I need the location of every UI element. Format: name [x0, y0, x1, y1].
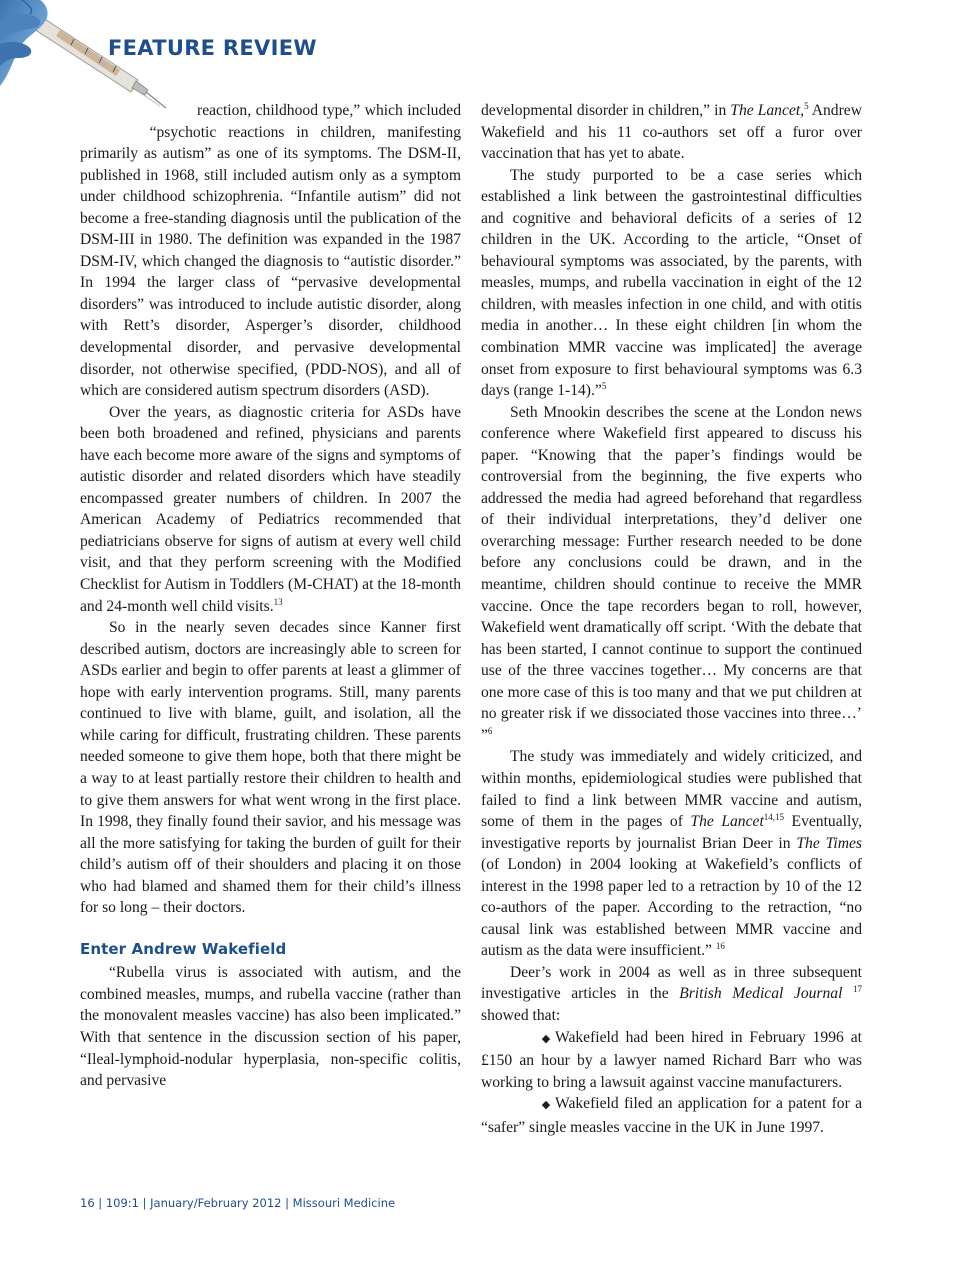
- reference-number: 6: [487, 725, 493, 736]
- paragraph-text: (of London) in 2004 looking at Wakefield’s conflicts of interest in the 1998 paper led to a retraction by 10 of the 12 co-authors of the paper. According to the retraction, “no causal link was established between MMR vaccine and autism as the data were insufficient.”: [481, 856, 862, 960]
- paragraph-text: “Rubella virus is associated with autism, and the combined measles, mumps, and rubella vaccine (rather than the monovalent measles vaccine) has also been implicated.” With that sentence in the discussion section of his paper, “Ileal-lymphoid-nodular hyperplasia, non-specific colitis, and pervasive: [80, 964, 461, 1090]
- reference-number: 13: [273, 596, 283, 607]
- paragraph-text: The study purported to be a case series which established a link between the gastrointestinal difficulties and cognitive and behavioral deficits of a series of 12 children in the UK. According to the article, “Onset of behavioural symptoms was associated, by the parents, with measles, mumps, and rubella vaccination in eight of the 12 children, with measles infection in one child, and with otitis media in another… In these eight children [in whom the combination MMR vaccine was implicated] the average onset from exposure to first behavioural symptoms was 6.3 days (range 1-14).”: [481, 166, 862, 400]
- reference-number: 17: [853, 984, 862, 995]
- right-column: [481, 100, 862, 1138]
- paragraph: [481, 165, 862, 402]
- journal-title: The Lancet,: [730, 102, 805, 119]
- gloved-hand-icon: [0, 0, 48, 86]
- paragraph: [80, 962, 461, 1091]
- paragraph: [481, 962, 862, 1027]
- bullet-text: Wakefield filed an application for a patent for a “safer” single measles vaccine in the UK in June 1997.: [481, 1095, 862, 1136]
- paragraph: [80, 402, 461, 617]
- bullet-diamond-icon: ◆: [541, 1099, 551, 1112]
- newspaper-title: The Times: [796, 834, 862, 852]
- paragraph-continued: [481, 100, 862, 165]
- journal-title: The Lancet: [690, 813, 764, 831]
- journal-title: British Medical Journal: [679, 985, 843, 1003]
- reference-number: 5: [804, 101, 809, 111]
- paragraph-text: developmental disorder in children,” in: [481, 102, 731, 119]
- bullet-item: [481, 1093, 862, 1138]
- bullet-text: Wakefield had been hired in February 1996 at £150 an hour by a lawyer named Richard Barr who was working to bring a lawsuit against vaccine manufacturers.: [481, 1028, 862, 1091]
- paragraph-text: Andrew Wakefield and his 11 co-authors set off a furor over vaccination that has yet to abate.: [481, 102, 862, 163]
- bullet-item: [481, 1027, 862, 1094]
- paragraph-text: reaction, childhood type,” which included “psychotic reactions in children, manifesting primarily as autism” as one of its symptoms. The DSM-II, published in 1968, still included autism only as a symptom under childhood schizophrenia. “Infantile autism” did not become a free-standing diagnosis until the publication of the DSM-III in 1980. The definition was expanded in the 1987 DSM-IV, which changed the diagnosis to “autistic disorder.” In 1994 the larger class of “pervasive developmental disorders” was introduced to include autistic disorder, along with Rett’s disorder, Asperger’s disorder, childhood developmental disorder, and pervasive developmental disorder, not otherwise specified, (PDD-NOS), and all of which are considered autism spectrum disorders (ASD).: [80, 102, 461, 400]
- paragraph-text: Over the years, as diagnostic criteria for ASDs have been both broadened and refined, physicians and parents have each become more aware of the signs and symptoms of autistic disorder and related disorders which have steadily encompassed greater numbers of children. In 2007 the American Academy of Pediatrics recommended that pediatricians observe for signs of autism at every well child visit, and that they perform screening with the Modified Checklist for Autism in Toddlers (M-CHAT) at the 18-month and 24-month well child visits.: [80, 403, 461, 615]
- paragraph-text: Eventually, investigative reports by journalist Brian Deer in: [481, 813, 862, 852]
- reference-number: 5: [601, 381, 607, 392]
- subheading: Enter Andrew Wakefield: [80, 939, 287, 958]
- paragraph: [481, 746, 862, 961]
- paragraph-text: Seth Mnookin describes the scene at the London news conference where Wakefield first appeared to discuss his paper. “Knowing that the paper’s findings would be controversial from the beginning, the five experts who addressed the media had agreed beforehand that regardless of their individual interpretations, they’d deliver one overarching message: Further research needed to be done before any conclusions could be drawn, and in the meantime, children should continue to receive the MMR vaccine. Once the tape recorders began to roll, however, Wakefield went dramatically off script. ‘With the debate that has been started, I cannot continue to support the continued use of the three vaccines together… My concerns are that one more case of this is too many and that we put children at no greater risk if we dissociated those vaccines into three…’ ”: [481, 403, 862, 744]
- paragraph-text: The study was immediately and widely criticized, and within months, epidemiological studies were published that failed to find a link between MMR vaccine and autism, some of them in the pages of: [481, 748, 862, 831]
- page-footer: 16 | 109:1 | January/February 2012 | Missouri Medicine: [80, 1196, 396, 1210]
- paragraph: [80, 617, 461, 919]
- paragraph-continued: [80, 100, 461, 402]
- left-column: [80, 100, 461, 1092]
- reference-number: 16: [715, 941, 725, 952]
- paragraph: [481, 402, 862, 747]
- section-label: FEATURE REVIEW: [108, 36, 317, 60]
- paragraph-text: So in the nearly seven decades since Kanner first described autism, doctors are increasingly able to screen for ASDs earlier and begin to offer parents at least a glimmer of hope with early intervention programs. Still, many parents continued to live with blame, guilt, and isolation, all the while caring for difficult, frustrating children. These parents needed someone to give them hope, both that there might be a way to at least partially restore their children to health and to give them answers for what went wrong in the first place. In 1998, they finally found their savior, and his message was all the more satisfying for taking the burden of guilt for their child’s autism off of their shoulders and placing it on those who had blamed and shamed them for their child’s illness for so long – their doctors.: [80, 619, 461, 917]
- paragraph-text: Deer’s work in 2004 as well as in three subsequent investigative articles in the: [481, 963, 862, 1003]
- paragraph-text: showed that:: [481, 1006, 561, 1024]
- reference-number: 14,15: [763, 812, 785, 823]
- bullet-diamond-icon: ◆: [541, 1032, 551, 1045]
